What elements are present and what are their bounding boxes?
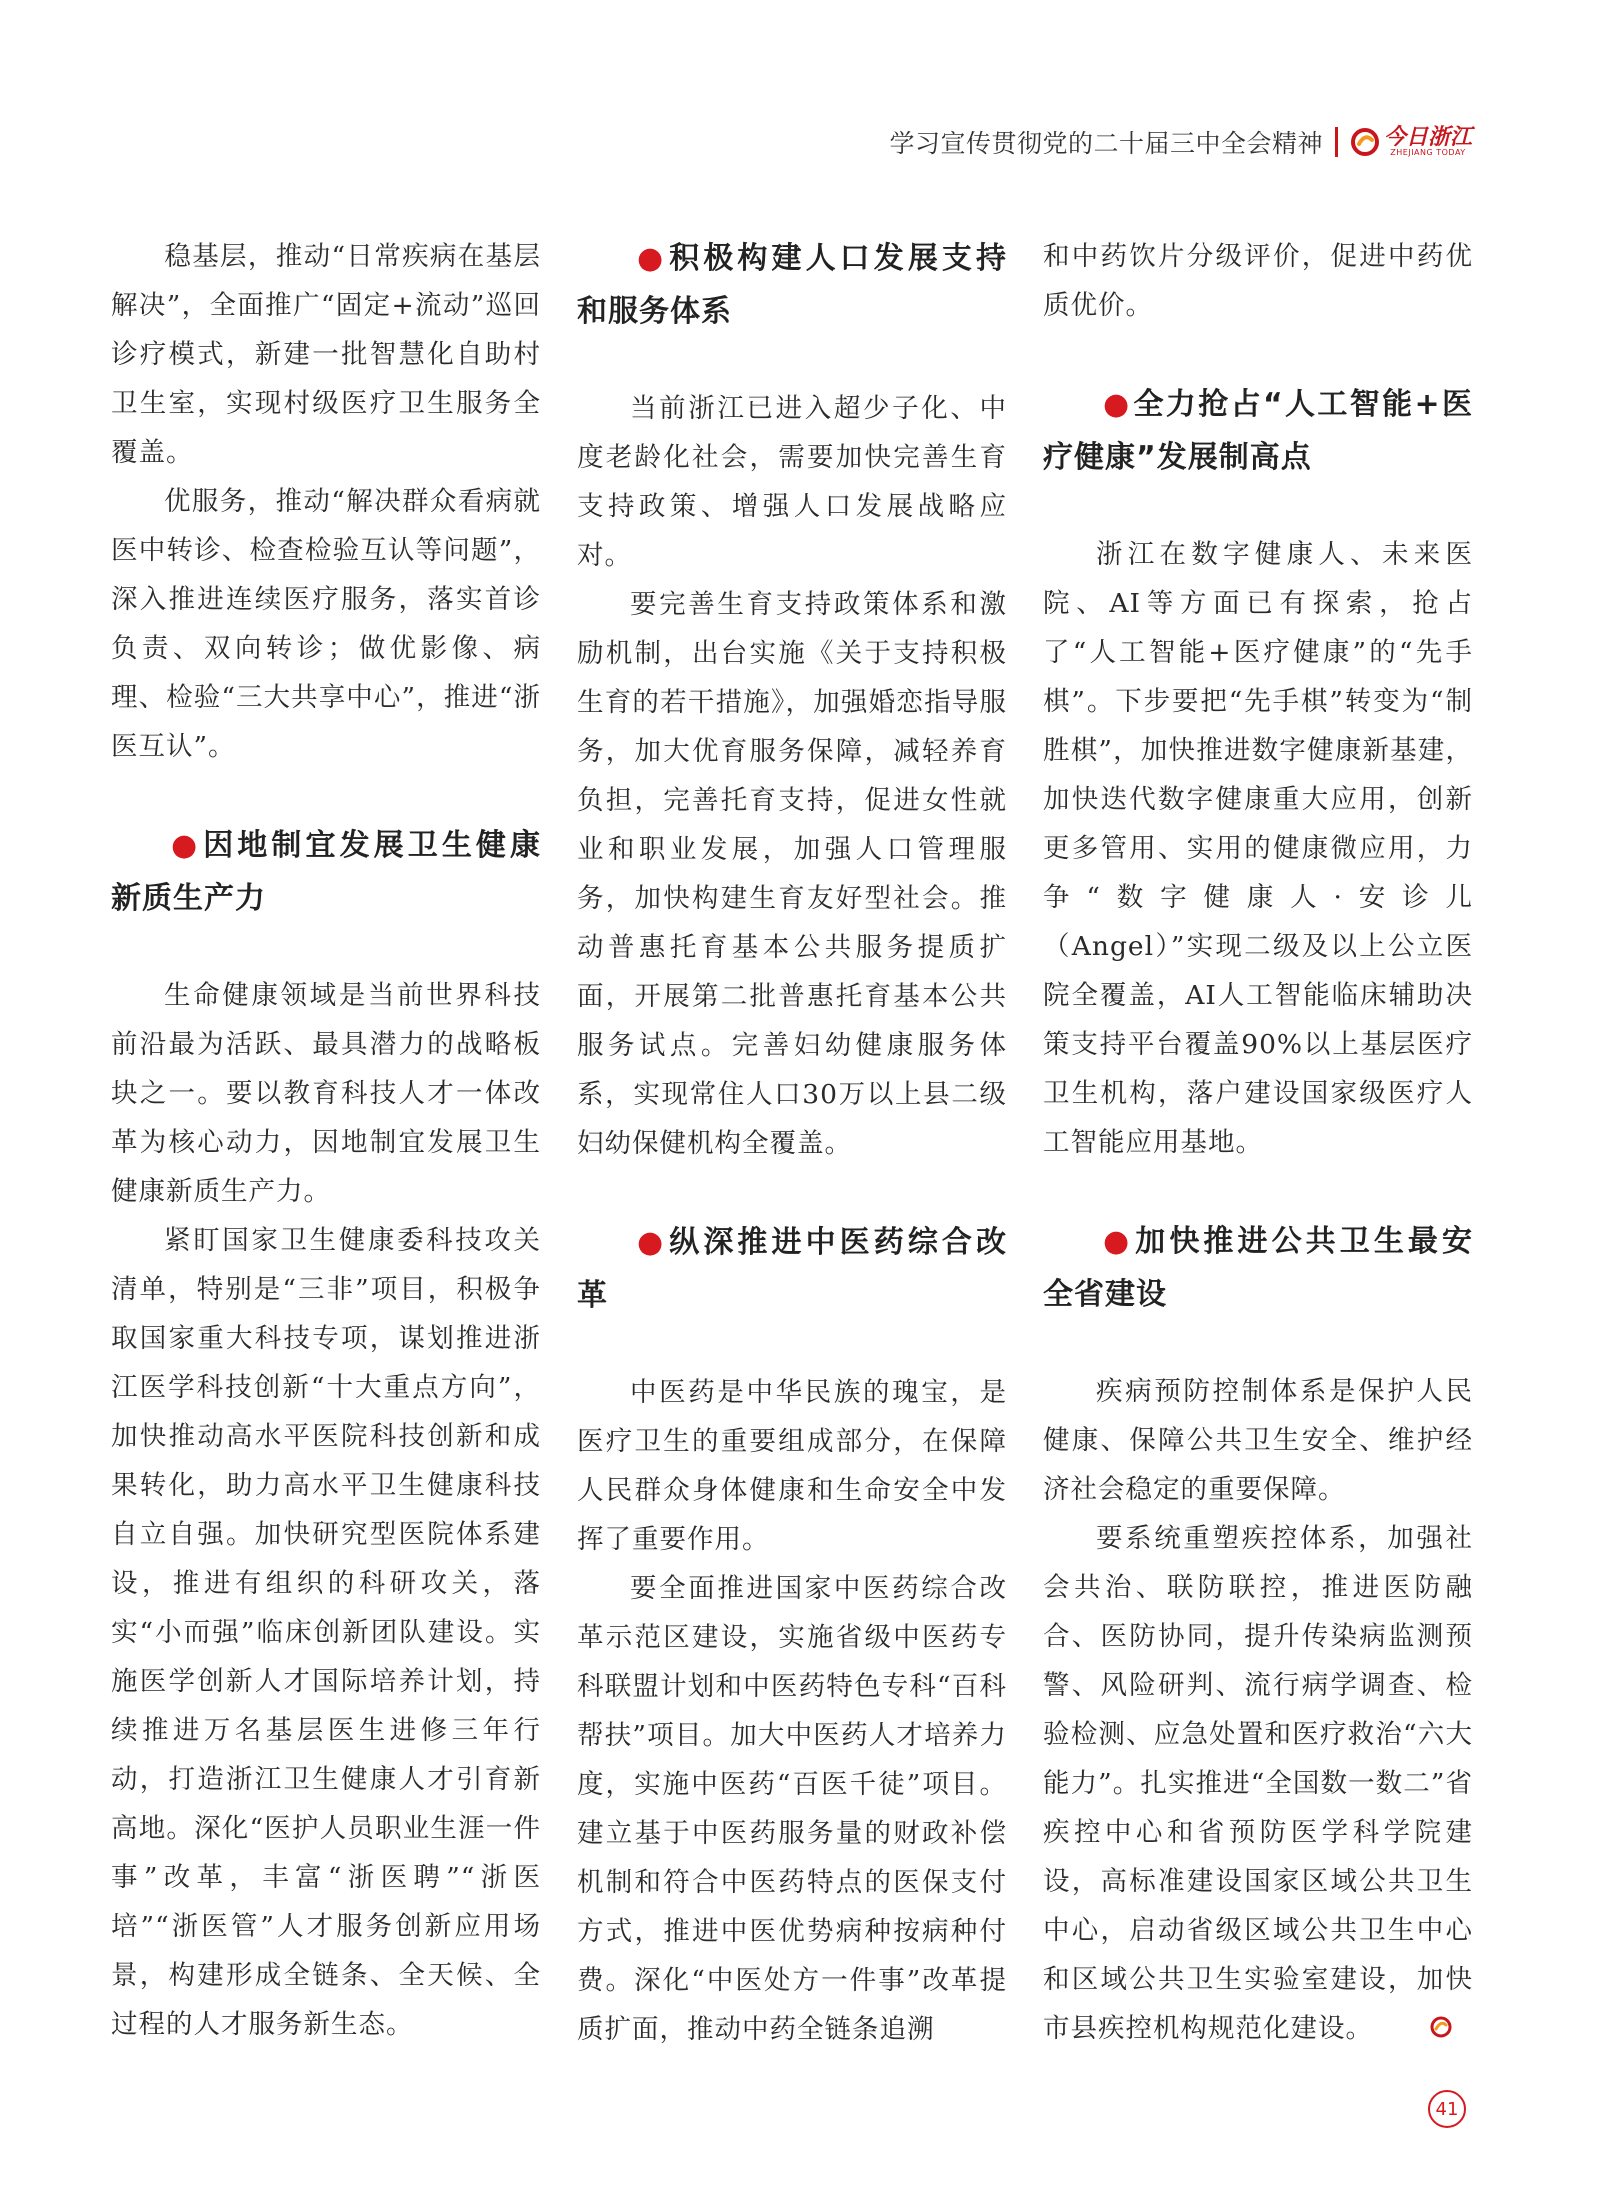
section-heading: ●全力抢占“人工智能+医疗健康”发展制高点 [1043,378,1473,484]
red-bullet-icon: ● [637,241,665,276]
paragraph: 疾病预防控制体系是保护人民健康、保障公共卫生安全、维护经济社会稳定的重要保障。 [1043,1376,1473,1505]
paragraph-continued: 和中药饮片分级评价，促进中药优质优价。 [1043,241,1473,321]
paragraph: 要系统重塑疾控体系，加强社会共治、联防联控，推进医防融合、医防协同，提升传染病监测预警、风险研判、流行病学调查、检验检测、应急处置和医疗救治“六大能力”。扎实推进“全国数一数二”省疾控中心和省预防医学科学院建设，高标准建设国家区域公共卫生中心，启动省级区域公共卫生中心和区域公共卫生实验室建设，加快市县疾控机构规范化建设。 [1043,1514,1473,2055]
red-bullet-icon: ● [1103,387,1131,422]
article-column-3 [1043,232,1473,2055]
page-header [889,120,1472,164]
paragraph: 要全面推进国家中医药综合改革示范区建设，实施省级中医药专科联盟计划和中医药特色专科“百科帮扶”项目。加大中医药人才培养力度，实施中医药“百医千徒”项目。建立基于中医药服务量的财政补偿机制和符合中医药特点的医保支付方式，推进中医优势病种按病种付费。深化“中医处方一件事”改革提质扩面，推动中药全链条追溯 [577,1573,1007,2045]
paragraph: 生命健康领域是当前世界科技前沿最为活跃、最具潜力的战略板块之一。要以教育科技人才一体改革为核心动力，因地制宜发展卫生健康新质生产力。 [111,980,541,1207]
red-bullet-icon: ● [1103,1224,1131,1259]
header-divider [1335,127,1338,157]
paragraph: 中医药是中华民族的瑰宝，是医疗卫生的重要组成部分，在保障人民群众身体健康和生命安全中发挥了重要作用。 [577,1377,1007,1555]
article-column-2 [577,232,1007,2054]
article-column-1 [111,232,541,2049]
section-heading: ●纵深推进中医药综合改革 [577,1216,1007,1322]
paragraph: 优服务，推动“解决群众看病就医中转诊、检查检验互认等问题”，深入推进连续医疗服务，落实首诊负责、双向转诊；做优影像、病理、检验“三大共享中心”，推进“浙医互认”。 [111,486,541,762]
paragraph: 浙江在数字健康人、未来医院、AI等方面已有探索，抢占了“人工智能+医疗健康”的“先手棋”。下步要把“先手棋”转变为“制胜棋”，加快推进数字健康新基建，加快迭代数字健康重大应用，创新更多管用、实用的健康微应用，力争“数字健康人·安诊儿（Angel）”实现二级及以上公立医院全覆盖，AI人工智能临床辅助决策支持平台覆盖90%以上基层医疗卫生机构，落户建设国家级医疗人工智能应用基地。 [1043,539,1473,1158]
paragraph: 要完善生育支持政策体系和激励机制，出台实施《关于支持积极生育的若干措施》，加强婚恋指导服务，加大优育服务保障，减轻养育负担，完善托育支持，促进女性就业和职业发展，加强人口管理服务，加快构建生育友好型社会。推动普惠托育基本公共服务提质扩面，开展第二批普惠托育基本公共服务试点。完善妇幼健康服务体系，实现常住人口30万以上县二级妇幼保健机构全覆盖。 [577,589,1007,1159]
section-heading: ●积极构建人口发展支持和服务体系 [577,232,1007,338]
logo-chinese-name: 今日浙江 [1383,124,1472,150]
section-heading: ●因地制宜发展卫生健康新质生产力 [111,819,541,925]
logo-swirl-icon [1350,127,1380,157]
logo-english-name: ZHEJIANG TODAY [1390,148,1466,157]
page-number: 41 [1428,2090,1466,2128]
magazine-logo [1350,126,1472,158]
paragraph: 稳基层，推动“日常疾病在基层解决”，全面推广“固定+流动”巡回诊疗模式，新建一批智慧化自助村卫生室，实现村级医疗卫生服务全覆盖。 [111,241,541,468]
end-mark-icon [1376,2006,1453,2055]
section-heading: ●加快推进公共卫生最安全省建设 [1043,1215,1473,1321]
paragraph: 紧盯国家卫生健康委科技攻关清单，特别是“三非”项目，积极争取国家重大科技专项，谋划推进浙江医学科技创新“十大重点方向”，加快推动高水平医院科技创新和成果转化，助力高水平卫生健康科技自立自强。加快研究型医院体系建设，推进有组织的科研攻关，落实“小而强”临床创新团队建设。实施医学创新人才国际培养计划，持续推进万名基层医生进修三年行动，打造浙江卫生健康人才引育新高地。深化“医护人员职业生涯一件事”改革，丰富“浙医聘”“浙医培”“浙医管”人才服务创新应用场景，构建形成全链条、全天候、全过程的人才服务新生态。 [111,1225,541,2040]
red-bullet-icon: ● [171,828,199,863]
header-title: 学习宣传贯彻党的二十届三中全会精神 [889,129,1323,158]
paragraph: 当前浙江已进入超少子化、中度老龄化社会，需要加快完善生育支持政策、增强人口发展战略应对。 [577,393,1007,571]
red-bullet-icon: ● [637,1225,665,1260]
